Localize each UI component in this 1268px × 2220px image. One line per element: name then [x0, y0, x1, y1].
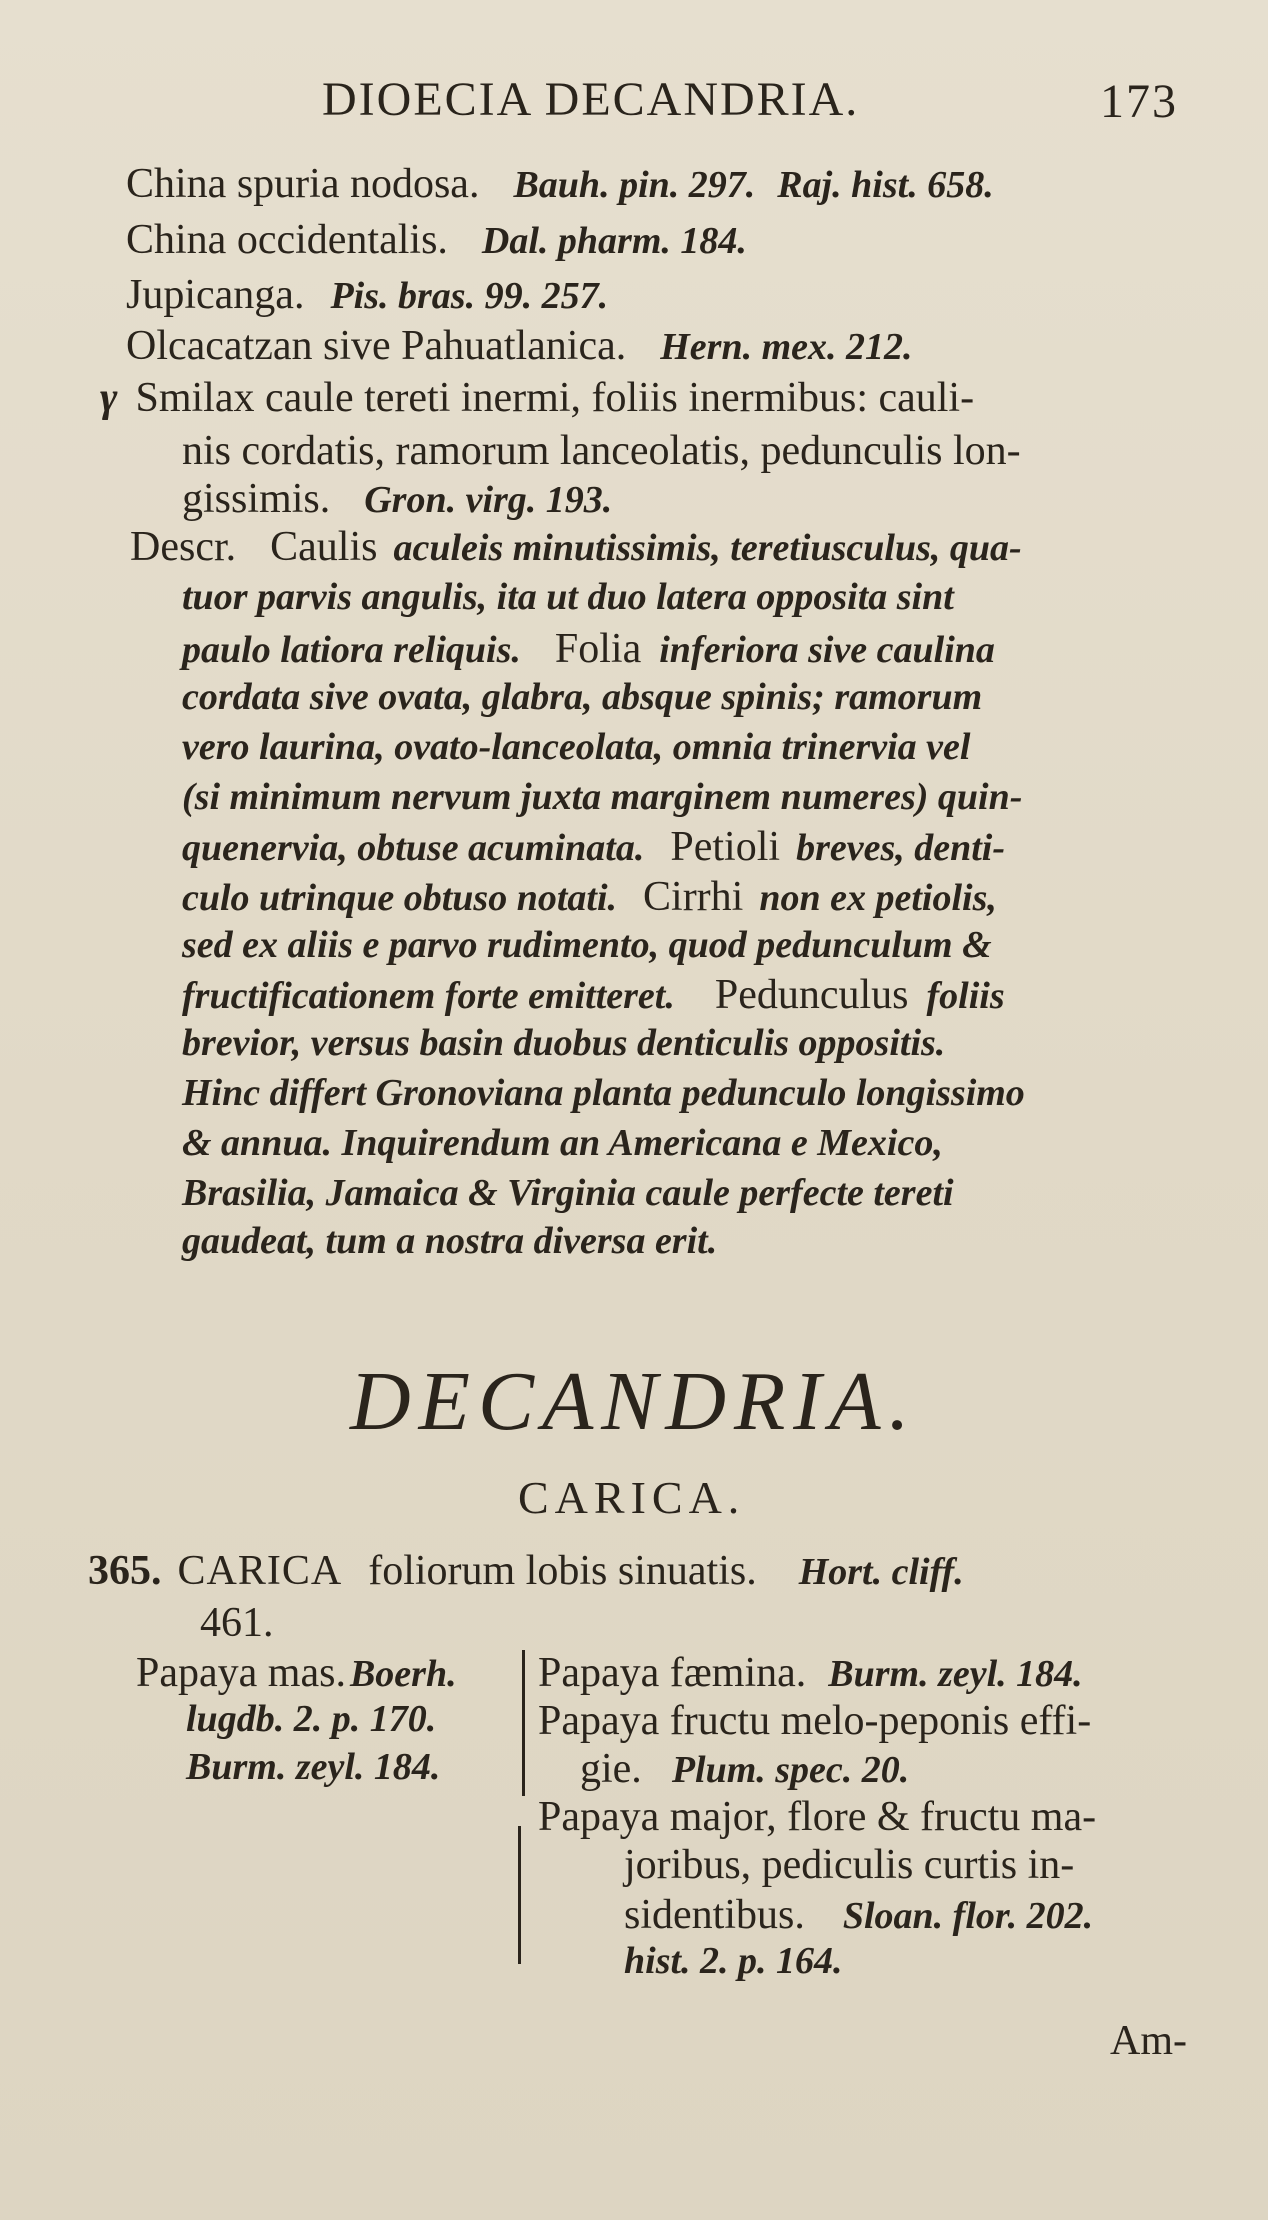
synonym-ref: Raj. hist. 658.: [777, 164, 994, 206]
synonym-ref: Burm. zeyl. 184.: [828, 1653, 1083, 1695]
descr-term: Pedunculus: [714, 972, 909, 1018]
descr-line: [182, 826, 1005, 868]
species-ref: Gron. virg. 193.: [364, 479, 613, 521]
left-synonym-line: lugdb. 2. p. 170.: [186, 1698, 437, 1740]
entry-genus: CARICA: [177, 1548, 343, 1594]
descr-line: (si minimum nervum juxta marginem numeres) quin-: [182, 776, 1023, 818]
descr-line: [130, 526, 1022, 568]
right-synonym-line: [538, 1652, 1083, 1694]
descr-text: inferiora sive caulina: [659, 629, 995, 671]
column-separator: [522, 1650, 525, 1796]
descr-line: tuor parvis angulis, ita ut duo latera opposita sint: [182, 576, 954, 618]
synonym-china-occidentalis: [126, 219, 747, 261]
entry-number: 365.: [88, 1548, 162, 1594]
descr-text: foliis: [926, 975, 1005, 1017]
synonym-ref: Pis. bras. 99. 257.: [330, 275, 609, 317]
synonym-ref: Sloan. flor. 202.: [842, 1895, 1094, 1937]
descr-line: [182, 876, 997, 918]
right-synonym-line: [624, 1894, 1093, 1936]
synonym-ref: Hern. mex. 212.: [660, 326, 913, 368]
right-synonym-line: joribus, pediculis curtis in-: [624, 1842, 1075, 1888]
left-synonym-line: [136, 1652, 457, 1694]
descr-line: & annua. Inquirendum an Americana e Mexico,: [182, 1122, 943, 1164]
synonym-name: China occidentalis.: [126, 217, 448, 263]
species-gamma: [100, 377, 974, 419]
left-synonym-line: Burm. zeyl. 184.: [186, 1746, 441, 1788]
species-diagnosis-text: gissimis.: [182, 476, 331, 522]
synonym-name: sidentibus.: [624, 1892, 805, 1938]
descr-text: culo utrinque obtuso notati.: [182, 877, 618, 919]
descr-line: Hinc differt Gronoviana planta pedunculo longissimo: [182, 1072, 1025, 1114]
synonym-olcacatzan: [126, 325, 913, 367]
section-title: DECANDRIA.: [350, 1355, 918, 1448]
descr-text: aculeis minutissimis, teretiusculus, qua-: [393, 527, 1022, 569]
synonym-ref: Plum. spec. 20.: [671, 1749, 910, 1791]
descr-text: fructificationem forte emitteret.: [182, 975, 675, 1017]
descr-line: gaudeat, tum a nostra diversa erit.: [182, 1220, 718, 1262]
carica-entry: [88, 1550, 964, 1592]
descr-line: Brasilia, Jamaica & Virginia caule perfecte tereti: [182, 1172, 954, 1214]
descr-line: cordata sive ovata, glabra, absque spinis; ramorum: [182, 676, 983, 718]
entry-description: foliorum lobis sinuatis.: [368, 1548, 757, 1594]
right-synonym-line: Papaya fructu melo-peponis effi-: [538, 1698, 1092, 1744]
column-separator: [518, 1826, 521, 1964]
genus-title: CARICA.: [518, 1472, 746, 1523]
running-head: DIOECIA DECANDRIA.: [322, 73, 860, 126]
descr-line: [182, 974, 1005, 1016]
descr-line: vero laurina, ovato-lanceolata, omnia trinervia vel: [182, 726, 971, 768]
entry-ref: Hort. cliff.: [798, 1551, 964, 1593]
descr-line: sed ex aliis e parvo rudimento, quod pedunculum &: [182, 924, 992, 966]
right-synonym-line: hist. 2. p. 164.: [624, 1940, 843, 1982]
descr-text: paulo latiora reliquis.: [182, 629, 521, 671]
species-diagnosis-line: [182, 478, 612, 520]
catchword: Am-: [1110, 2018, 1187, 2064]
synonym-china-spuria: [126, 163, 994, 205]
descr-term: Petioli: [670, 824, 781, 870]
synonym-name: China spuria nodosa.: [126, 161, 480, 207]
descr-line: brevior, versus basin duobus denticulis oppositis.: [182, 1022, 946, 1064]
descr-line: [182, 628, 995, 670]
synonym-jupicanga: [126, 274, 608, 316]
descr-term: Folia: [554, 626, 642, 672]
descr-label: Descr.: [130, 524, 237, 570]
descr-text: non ex petiolis,: [759, 877, 997, 919]
page-number: 173: [1100, 75, 1178, 128]
synonym-name: Jupicanga.: [126, 272, 305, 318]
species-letter: γ: [100, 375, 118, 421]
synonym-ref: Bauh. pin. 297.: [513, 164, 756, 206]
descr-text: quenervia, obtuse acuminata.: [182, 827, 645, 869]
descr-term: Caulis: [270, 524, 378, 570]
synonym-ref: Dal. pharm. 184.: [481, 220, 747, 262]
synonym-name: Papaya fæmina.: [538, 1650, 807, 1696]
right-synonym-line: [580, 1748, 909, 1790]
synonym-ref: Boerh.: [349, 1653, 457, 1695]
descr-term: Cirrhi: [643, 874, 744, 920]
species-diagnosis-line: nis cordatis, ramorum lanceolatis, pedunculis lon-: [182, 428, 1021, 474]
synonym-name: Olcacatzan sive Pahuatlanica.: [126, 323, 627, 369]
synonym-name: gie.: [580, 1746, 642, 1792]
right-synonym-line: Papaya major, flore & fructu ma-: [538, 1794, 1097, 1840]
synonym-name: Papaya mas.: [136, 1650, 346, 1696]
entry-ref-page: 461.: [200, 1600, 274, 1646]
descr-text: breves, denti-: [796, 827, 1006, 869]
species-diagnosis-line: Smilax caule tereti inermi, foliis inermibus: cauli-: [135, 375, 975, 421]
